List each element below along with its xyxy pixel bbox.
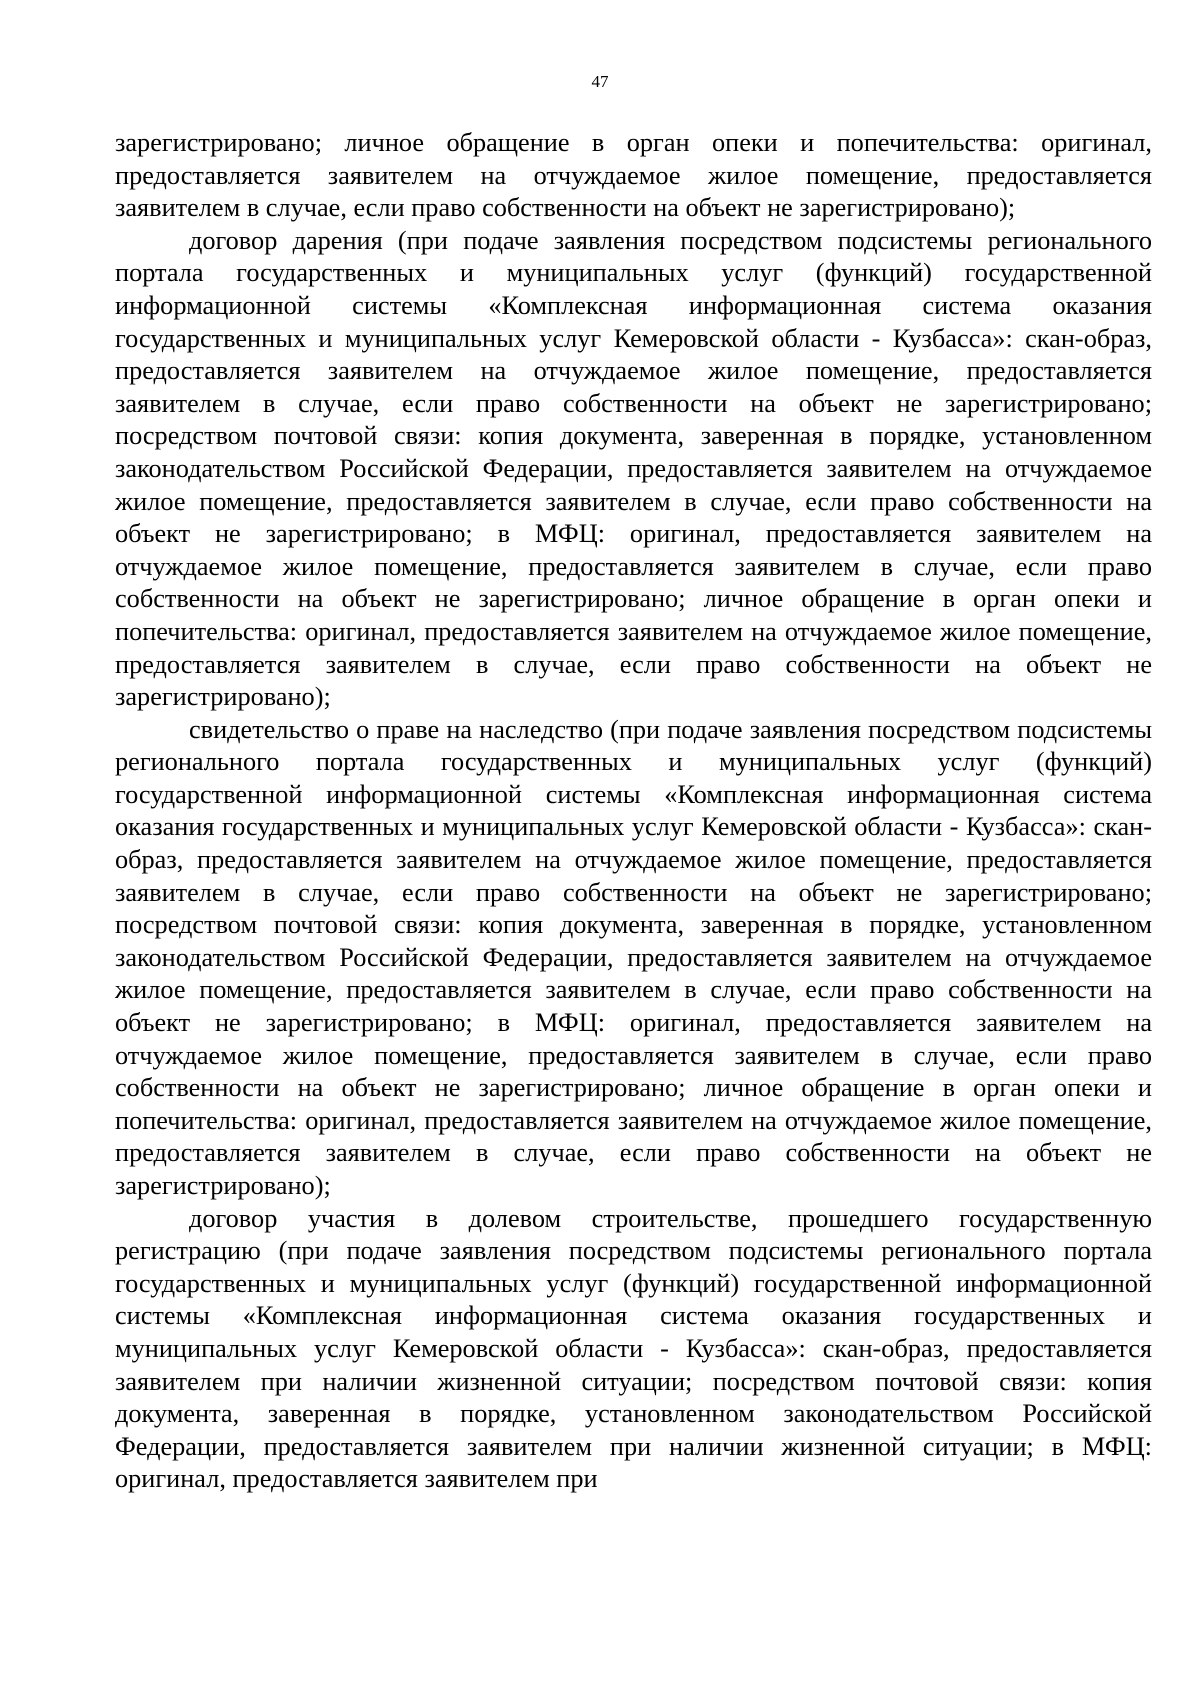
body-text: [115, 127, 1152, 1496]
paragraph-continuation: зарегистрировано; личное обращение в орган опеки и попечительства: оригинал, предоставляется заявителем на отчуждаемое жилое помещение, предоставляется заявителем в случае, если право собственности на объект не зарегистрировано);: [115, 128, 1152, 223]
paragraph-gift-agreement: договор дарения (при подаче заявления посредством подсистемы регионального портала государственных и муниципальных услуг (функций) государственной информационной системы «Комплексная информационная система оказания государственных и муниципальных услуг Кемеровской области - Кузбасса»: скан-образ, предоставляется заявителем на отчуждаемое жилое помещение, предоставляется заявителем в случае, если право собственности на объект не зарегистрировано; посредством почтовой связи: копия документа, заверенная в порядке, установленном законодательством Российской Федерации, предоставляется заявителем на отчуждаемое жилое помещение, предоставляется заявителем в случае, если право собственности на объект не зарегистрировано; в МФЦ: оригинал, предоставляется заявителем на отчуждаемое жилое помещение, предоставляется заявителем в случае, если право собственности на объект не зарегистрировано; личное обращение в орган опеки и попечительства: оригинал, предоставляется заявителем на отчуждаемое жилое помещение, предоставляется заявителем в случае, если право собственности на объект не зарегистрировано);: [115, 225, 1152, 712]
paragraph-shared-construction-agreement: договор участия в долевом строительстве, прошедшего государственную регистрацию (при подаче заявления посредством подсистемы регионального портала государственных и муниципальных услуг (функций) государственной информационной системы «Комплексная информационная система оказания государственных и муниципальных услуг Кемеровской области - Кузбасса»: скан-образ, предоставляется заявителем при наличии жизненной ситуации; посредством почтовой связи: копия документа, заверенная в порядке, установленном законодательством Российской Федерации, предоставляется заявителем при наличии жизненной ситуации; в МФЦ: оригинал, предоставляется заявителем при: [115, 1203, 1152, 1494]
page-number: 47: [591, 72, 609, 91]
paragraph-inheritance-certificate: свидетельство о праве на наследство (при подаче заявления посредством подсистемы регионального портала государственных и муниципальных услуг (функций) государственной информационной системы «Комплексная информационная система оказания государственных и муниципальных услуг Кемеровской области - Кузбасса»: скан-образ, предоставляется заявителем на отчуждаемое жилое помещение, предоставляется заявителем в случае, если право собственности на объект не зарегистрировано; посредством почтовой связи: копия документа, заверенная в порядке, установленном законодательством Российской Федерации, предоставляется заявителем на отчуждаемое жилое помещение, предоставляется заявителем в случае, если право собственности на объект не зарегистрировано; в МФЦ: оригинал, предоставляется заявителем на отчуждаемое жилое помещение, предоставляется заявителем в случае, если право собственности на объект не зарегистрировано; личное обращение в орган опеки и попечительства: оригинал, предоставляется заявителем на отчуждаемое жилое помещение, предоставляется заявителем в случае, если право собственности на объект не зарегистрировано);: [115, 714, 1152, 1200]
